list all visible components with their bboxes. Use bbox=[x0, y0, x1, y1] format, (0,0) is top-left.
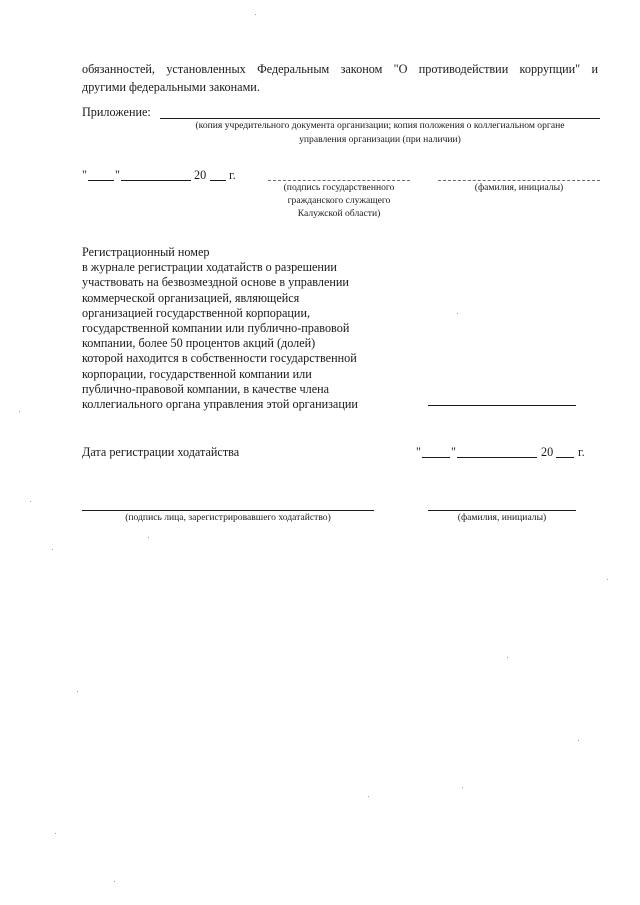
scan-speck bbox=[578, 740, 579, 741]
registration-line: участвовать на безвозмездной основе в управлении bbox=[82, 275, 349, 290]
scan-speck bbox=[30, 501, 31, 502]
attachment-note-2: управления организации (при наличии) bbox=[299, 134, 461, 145]
scan-speck bbox=[368, 796, 369, 797]
registrar-name-line[interactable] bbox=[428, 510, 576, 511]
registration-description bbox=[82, 245, 382, 412]
date-year-line[interactable] bbox=[210, 180, 226, 181]
registrar-signature-line[interactable] bbox=[82, 510, 374, 511]
employee-name-line[interactable] bbox=[438, 180, 600, 181]
registration-line: коммерческой организацией, являющейся bbox=[82, 290, 300, 305]
reg-date-day-line[interactable] bbox=[422, 457, 450, 458]
registration-date-label: Дата регистрации ходатайства bbox=[82, 445, 240, 459]
reg-date-quote-open: " bbox=[416, 445, 421, 459]
intro-line-1: обязанностей, установленных Федеральным законом "О противодействии коррупции" и bbox=[82, 62, 598, 76]
scan-speck bbox=[55, 833, 56, 834]
scan-speck bbox=[148, 537, 149, 538]
registration-line: публично-правовой компании, в качестве члена bbox=[82, 381, 330, 396]
employee-signature-caption-3: Калужской области) bbox=[297, 208, 381, 219]
scan-speck bbox=[255, 14, 256, 15]
scan-speck bbox=[507, 657, 508, 658]
reg-date-year-suffix: г. bbox=[578, 445, 585, 459]
employee-signature-caption-2: гражданского служащего bbox=[287, 195, 391, 206]
date-day-line[interactable] bbox=[88, 180, 114, 181]
date-year-prefix: 20 bbox=[194, 168, 207, 182]
scan-speck bbox=[114, 881, 115, 882]
intro-line-2: другими федеральными законами. bbox=[82, 80, 260, 94]
attachment-label: Приложение: bbox=[82, 105, 151, 119]
registration-number-line[interactable] bbox=[428, 405, 576, 406]
scan-speck bbox=[52, 549, 53, 550]
scan-speck bbox=[457, 313, 458, 314]
scan-speck bbox=[19, 411, 20, 412]
registration-line: компании, более 50 процентов акций (долей) bbox=[82, 336, 316, 351]
date-quote-open: " bbox=[82, 168, 87, 182]
intro-paragraph bbox=[82, 60, 598, 96]
attachment-note-1: (копия учредительного документа организации; копия положения о коллегиальном органе bbox=[195, 120, 565, 131]
date-month-line[interactable] bbox=[121, 180, 191, 181]
employee-name-caption: (фамилия, инициалы) bbox=[474, 182, 564, 193]
reg-date-quote-close: " bbox=[451, 445, 456, 459]
registration-line: государственной компании или публично-правовой bbox=[82, 321, 350, 336]
date-year-suffix: г. bbox=[229, 168, 236, 182]
registrar-name-caption: (фамилия, инициалы) bbox=[457, 512, 547, 523]
attachment-field-line[interactable] bbox=[160, 118, 600, 119]
reg-date-year-line[interactable] bbox=[556, 457, 574, 458]
date-quote-close: " bbox=[115, 168, 120, 182]
employee-signature-line[interactable] bbox=[268, 180, 410, 181]
registration-line: Регистрационный номер bbox=[82, 245, 210, 259]
registration-line: в журнале регистрации ходатайств о разрешении bbox=[82, 260, 337, 275]
scan-speck bbox=[77, 691, 78, 692]
registration-line: корпорации, государственной компании или bbox=[82, 366, 312, 381]
scan-speck bbox=[462, 787, 463, 788]
registration-line: которой находится в собственности государственной bbox=[82, 351, 357, 366]
registration-line: коллегиального органа управления этой организации bbox=[82, 397, 358, 412]
reg-date-year-prefix: 20 bbox=[541, 445, 554, 459]
reg-date-month-line[interactable] bbox=[457, 457, 537, 458]
registrar-signature-caption: (подпись лица, зарегистрировавшего ходатайство) bbox=[125, 512, 331, 523]
employee-signature-caption-1: (подпись государственного bbox=[283, 182, 395, 193]
scan-speck bbox=[607, 579, 608, 580]
registration-line: организацией государственной корпорации, bbox=[82, 305, 311, 320]
